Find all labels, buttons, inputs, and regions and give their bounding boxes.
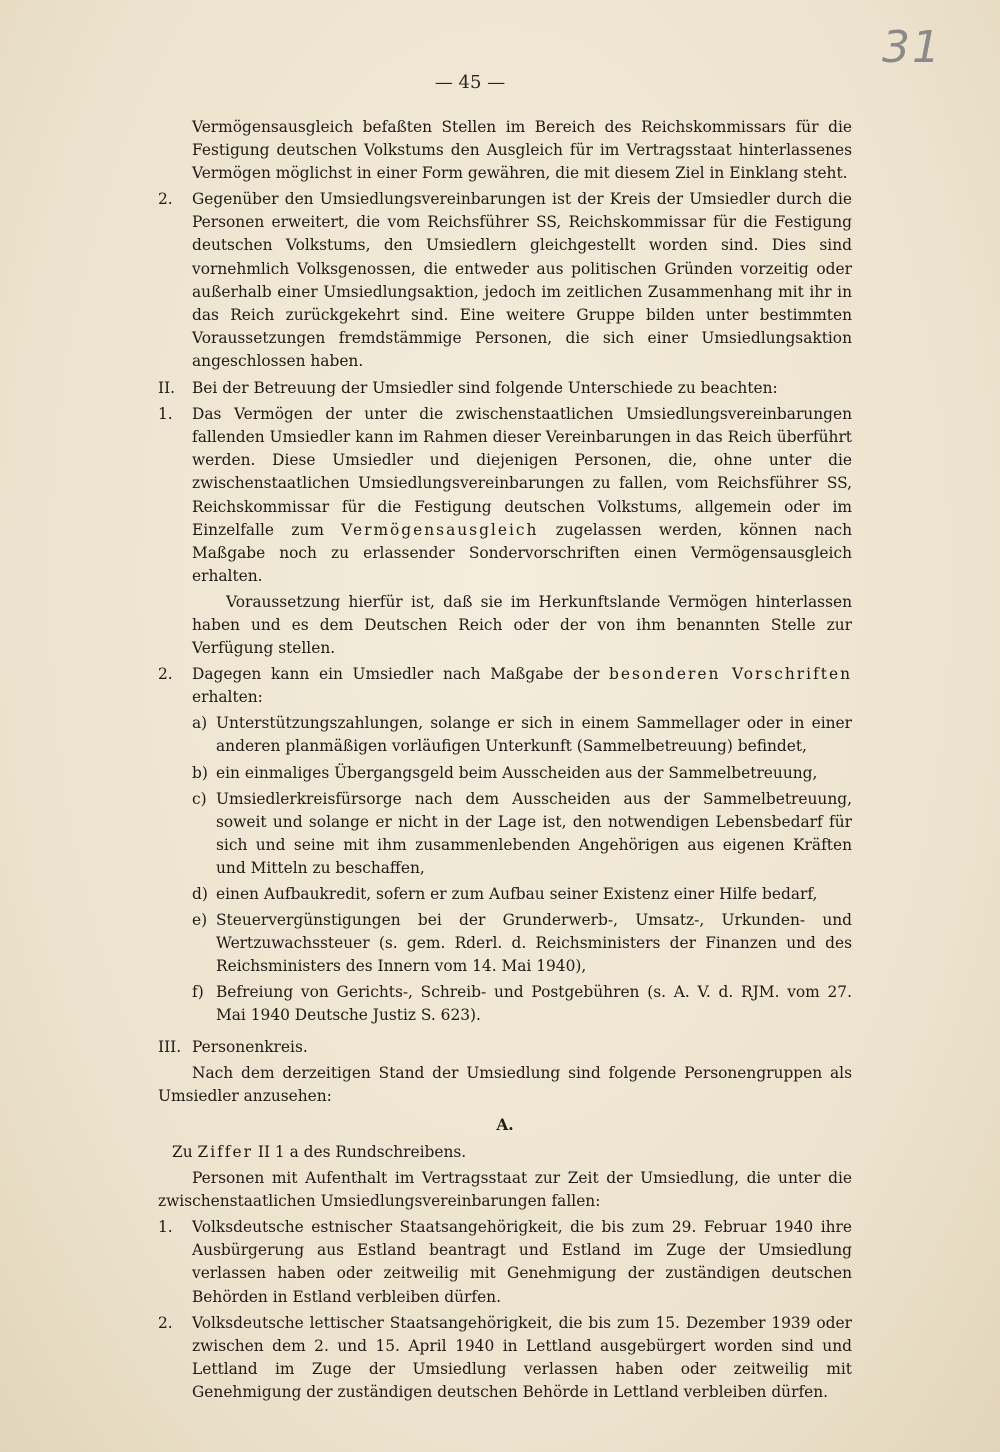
item-text: Gegenüber den Umsiedlungsvereinbarungen ist der Kreis der Umsiedler durch die Personen erweitert, die vom Reichsführer SS, Reichskommissar für die Festigung deutschen Volkstums, den Umsiedlern gleichgestellt worden sind. Dies sind vornehmlich Volksgenossen, die entweder aus politischen Gründen vorzeitig oder außerhalb einer Umsiedlungsaktion, jedoch im zeitlichen Zusammenhang mit ihr in das Reich zurückgekehrt sind. Eine weitere Gruppe bilden unter bestimmten Voraussetzungen fremdstämmige Personen, die sich einer Umsiedlungsaktion angeschlossen haben. [192, 190, 852, 370]
sub-item-f [192, 981, 852, 1027]
item-text [192, 663, 852, 709]
text-run: Zu [172, 1142, 198, 1161]
reference-line [158, 1141, 852, 1164]
page-number: — 45 — [434, 72, 506, 93]
text-run: erhalten: [192, 688, 263, 707]
intro-paragraph: Vermögensausgleich befaßten Stellen im Bereich des Reichskommissars für die Festigung deutschen Volkstums den Ausgleich für im Vertragsstaat hinterlassenes Vermögen möglichst in einer Form gewähren, die mit diesem Ziel in Einklang steht. [192, 118, 852, 183]
sub-text: Umsiedlerkreisfürsorge nach dem Ausscheiden aus der Sammelbetreuung, soweit und solange er nicht in der Lage ist, den notwendigen Lebensbedarf für sich und seine mit ihm zusammenlebenden Angehörigen aus eigenen Kräften und Mitteln zu beschaffen, [216, 789, 852, 877]
item-text-continued: Voraussetzung hierfür ist, daß sie im Herkunftslande Vermögen hinterlassen haben und es dem Deutschen Reich oder der von ihm benannten Stelle zur Verfügung stellen. [192, 592, 852, 658]
section-number: III. [158, 1037, 182, 1056]
section-text: Personenkreis. [192, 1037, 308, 1056]
section-III-heading [158, 1036, 852, 1059]
item-number: 1. [158, 405, 173, 424]
sub-text: Steuervergünstigungen bei der Grunderwerb-, Umsatz-, Urkunden- und Wertzuwachssteuer (s. gem. Rderl. d. Reichsministers der Finanzen und des Reichsministers des Innern vom 14. Mai 1940), [216, 911, 852, 976]
emphasis-text: besonderen Vorschriften [609, 665, 852, 684]
sub-item-c [192, 788, 852, 880]
sub-label: c) [192, 789, 207, 808]
sub-item-e [192, 909, 852, 978]
text-run: zugelassen werden, können nach Maßgabe noch zu erlassender Sondervorschriften einen Vermögensausgleich erhalten. [192, 520, 852, 585]
sub-item-b [192, 762, 852, 785]
section-II-item-1 [158, 403, 852, 660]
item-text [192, 403, 852, 588]
item-number: 2. [158, 665, 173, 684]
section-text: Bei der Betreuung der Umsiedler sind folgende Unterschiede zu beachten: [192, 379, 778, 398]
text-run: II 1 a des Rundschreibens. [252, 1142, 467, 1161]
sub-label: b) [192, 763, 208, 782]
item-number: 2. [158, 1313, 173, 1332]
section-number: II. [158, 379, 176, 398]
item-text: Volksdeutsche lettischer Staatsangehörigkeit, die bis zum 15. Dezember 1939 oder zwischen dem 2. und 15. April 1940 in Lettland ausgebürgert worden sind und Lettland im Zuge der Umsiedlung verlassen haben oder zeitweilig mit Genehmigung der zuständigen deutschen Behörde in Lettland verbleiben dürfen. [192, 1313, 852, 1401]
sub-item-d [192, 883, 852, 906]
document-body [158, 116, 852, 1407]
item-number: 2. [158, 190, 173, 209]
person-item-1 [158, 1216, 852, 1308]
emphasis-text: Vermögensausgleich [341, 520, 539, 539]
sub-text: ein einmaliges Übergangsgeld beim Ausscheiden aus der Sammelbetreuung, [216, 763, 818, 782]
sub-label: d) [192, 885, 208, 903]
item-number: 1. [158, 1218, 173, 1237]
persons-intro: Personen mit Aufenthalt im Vertragsstaat zur Zeit der Umsiedlung, die unter die zwischenstaatlichen Umsiedlungsvereinbarungen fallen: [158, 1169, 852, 1211]
sub-label: f) [192, 983, 204, 1002]
section-III-paragraph: Nach dem derzeitigen Stand der Umsiedlung sind folgende Personengruppen als Umsiedler anzusehen: [158, 1063, 852, 1105]
list-item-2 [158, 188, 852, 373]
sub-text: einen Aufbaukredit, sofern er zum Aufbau seiner Existenz einer Hilfe bedarf, [216, 885, 818, 903]
heading-A: A. [496, 1115, 514, 1134]
item-text: Volksdeutsche estnischer Staatsangehörigkeit, die bis zum 29. Februar 1940 ihre Ausbürgerung aus Estland beantragt und Estland im Zuge der Umsiedlung verlassen haben oder zeitweilig mit Genehmigung der zuständigen deutschen Behörden in Estland verbleiben dürfen. [192, 1218, 852, 1306]
person-item-2 [158, 1312, 852, 1404]
sub-label: e) [192, 911, 208, 930]
handwritten-page-note: 31 [882, 22, 942, 73]
sub-item-a [192, 712, 852, 758]
text-run: Dagegen kann ein Umsiedler nach Maßgabe der [192, 665, 610, 684]
section-II-heading [158, 377, 852, 400]
section-II-item-2 [158, 663, 852, 709]
text-run: Das Vermögen der unter die zwischenstaatlichen Umsiedlungsvereinbarungen fallenden Umsiedler kann im Rahmen dieser Vereinbarungen in das Reich überführt werden. Diese Umsiedler und diejenigen Personen, die, ohne unter die zwischenstaatlichen Umsiedlungsvereinbarungen zu fallen, vom Reichsführer SS, Reichskommissar für die Festigung deutschen Volkstums, allgemein oder im Einzelfalle zum [192, 405, 852, 539]
sub-text: Befreiung von Gerichts-, Schreib- und Postgebühren (s. A. V. d. RJM. vom 27. Mai 1940 Deutsche Justiz S. 623). [216, 983, 852, 1025]
sub-label: a) [192, 714, 208, 733]
emphasis-text: Ziffer [197, 1142, 253, 1161]
item-body [192, 403, 852, 660]
sub-text: Unterstützungszahlungen, solange er sich in einem Sammellager oder in einer anderen planmäßigen vorläufigen Unterkunft (Sammelbetreuung) befindet, [216, 714, 852, 756]
